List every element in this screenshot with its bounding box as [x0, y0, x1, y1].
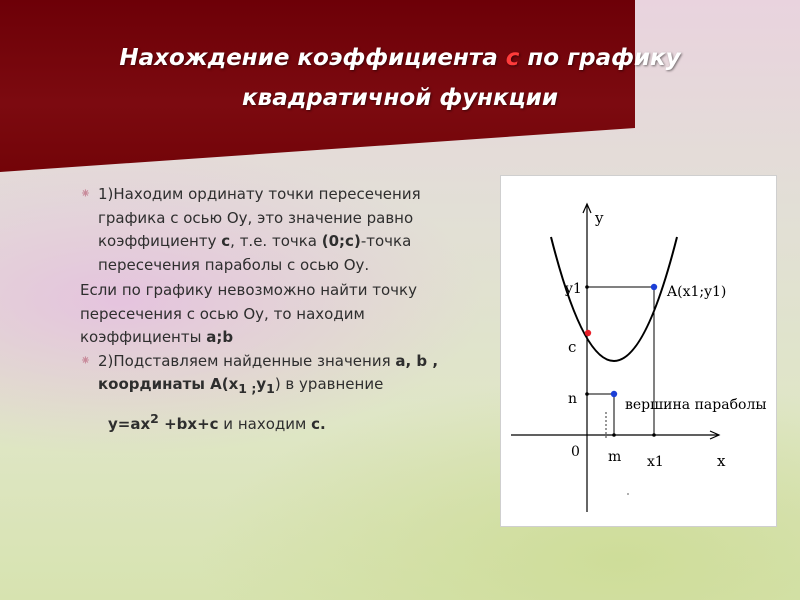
x1-label: x1 — [647, 454, 664, 470]
step-2-sub-y: 1 — [266, 381, 275, 396]
equation-exponent: 2 — [150, 410, 159, 426]
n-label: n — [568, 391, 578, 407]
y1-tick — [585, 285, 589, 289]
slide-title — [40, 38, 760, 118]
m-tick — [612, 433, 616, 437]
equation-part-2: +bх+с — [158, 414, 219, 433]
title-accent-letter: с — [505, 45, 520, 71]
x1-tick — [652, 433, 656, 437]
step-2-text-2: ) в уравнение — [274, 375, 384, 393]
equation-line — [80, 407, 440, 437]
x-axis-label: x — [717, 452, 726, 470]
step-1-text-2: , т.е. точка — [230, 232, 322, 250]
step-1-text-3: -точка пересечения параболы с осью Оу. — [98, 232, 412, 274]
point-a-label: A(x1;y1) — [667, 284, 727, 300]
n-tick — [585, 392, 589, 396]
alternative-coefs: а;b — [206, 328, 234, 346]
c-label: c — [568, 338, 577, 356]
equation-text: и находим — [218, 414, 312, 433]
step-2-values: а, b , координаты А(х — [98, 351, 439, 393]
step-1-coef: с — [221, 232, 231, 250]
equation-coef: с. — [311, 414, 326, 433]
bullet-icon: ⁕ — [80, 353, 91, 369]
m-label: m — [608, 449, 622, 465]
alternative-paragraph — [80, 279, 440, 350]
step-2-y: у — [256, 375, 267, 393]
step-1-point: (0;с) — [321, 232, 361, 250]
bullet-icon: ⁕ — [80, 187, 91, 202]
origin-label: 0 — [571, 444, 580, 460]
parabola-graph — [500, 175, 777, 527]
title-text-start: Нахождение коэффициента — [119, 45, 506, 71]
speck-mark — [627, 493, 629, 495]
alternative-text: Если по графику невозможно найти точку пересечения с осью Оу, то находим коэффициенты — [80, 281, 417, 346]
point-a — [651, 284, 657, 290]
step-1-text: 1)Находим ординату точки пересечения графика с осью Оу, это значение равно коэффициенту — [98, 185, 421, 250]
graph-svg — [501, 176, 776, 526]
step-2-sub-x: 1 ; — [238, 381, 257, 396]
slide-body — [80, 183, 440, 436]
equation-part-1: у=ах — [108, 414, 151, 433]
vertex-label: вершина параболы — [625, 397, 767, 413]
step-2-text: 2)Подставляем найденные значения — [98, 351, 396, 370]
y-axis-label: y — [595, 209, 604, 227]
step-2-paragraph — [80, 350, 440, 401]
c-point — [585, 330, 591, 336]
y1-label: y1 — [565, 281, 582, 297]
step-1-paragraph — [80, 183, 440, 277]
title-text-end: по графику квадратичной функции — [242, 45, 681, 111]
vertex-point — [611, 391, 617, 397]
